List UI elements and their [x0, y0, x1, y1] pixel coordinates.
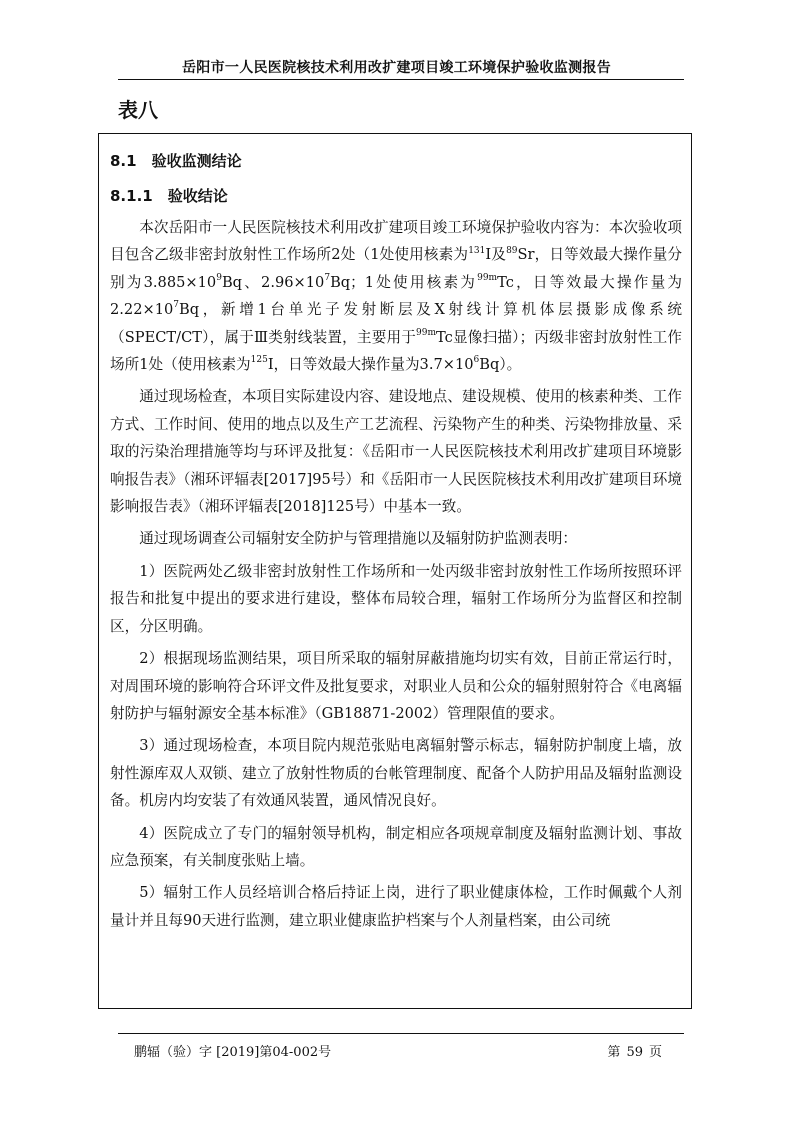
- text-run: Tc，日等效最大操作量为2.22×10: [110, 273, 683, 319]
- header-divider: [118, 79, 684, 80]
- paragraph-item-2: 2）根据现场监测结果，项目所采取的辐射屏蔽措施均切实有效，目前正常运行时，对周围环境的影响符合环评文件及批复要求，对职业人员和公众的辐射照射符合《电离辐射防护与辐射源安全基本标准》（GB18871-2002）管理限值的要求。: [110, 650, 682, 722]
- paragraph-scope: [110, 214, 682, 378]
- paragraph-item-1: 1）医院两处乙级非密封放射性工作场所和一处丙级非密封放射性工作场所按照环评报告和批复中提出的要求进行建设，整体布局较合理，辐射工作场所分为监督区和控制区，分区明确。: [110, 562, 682, 635]
- text-run: Bq）。: [479, 356, 522, 374]
- body-text: [110, 214, 682, 934]
- subsection-heading: 8.1.1 验收结论: [110, 187, 228, 205]
- page-number: 59: [626, 1045, 643, 1060]
- paragraph-item-4: 4）医院成立了专门的辐射领导机构，制定相应各项规章制度及辐射监测计划、事故应急预案，有关制度张贴上墙。: [110, 824, 682, 869]
- superscript: 9: [216, 272, 222, 283]
- superscript: 7: [173, 300, 180, 311]
- paragraph-item-3: 3）通过现场检查，本项目院内规范张贴电离辐射警示标志，辐射防护制度上墙，放射性源库双人双锁、建立了放射性物质的台帐管理制度、配备个人防护用品及辐射监测设备。机房内均安装了有效通风装置，通风情况良好。: [110, 737, 682, 810]
- document-number: 鹏辐（验）字 [2019]第04-002号: [134, 1045, 332, 1060]
- text-run: Tc显像扫描）；丙级非密封放射性工作场所1处（使用核素为: [110, 328, 682, 374]
- superscript: 6: [473, 355, 480, 366]
- table-label: 表八: [118, 98, 158, 122]
- superscript: 125: [250, 355, 268, 366]
- paragraph-site-check: 通过现场检查，本项目实际建设内容、建设地点、建设规模、使用的核素种类、工作方式、工作时间、使用的地点以及生产工艺流程、污染物产生的种类、污染物排放量、采取的污染治理措施等均与环评及批复：《岳阳市一人民医院核技术利用改扩建项目环境影响报告表》（湘环评辐表[2017]95号）和《岳阳市一人民医院核技术利用改扩建项目环境影响报告表》（湘环评辐表[2018]125号）中基本一致。: [110, 388, 682, 516]
- paragraph-item-5: 5）辐射工作人员经培训合格后持证上岗，进行了职业健康体检，工作时佩戴个人剂量计并且每90天进行监测，建立职业健康监护档案与个人剂量档案，由公司统: [110, 884, 682, 929]
- page-suffix: 页: [648, 1045, 662, 1060]
- footer-divider: [118, 1033, 684, 1034]
- page-prefix: 第: [607, 1045, 621, 1060]
- superscript: 99m: [416, 327, 437, 338]
- superscript: 99m: [477, 272, 498, 283]
- section-heading: 8.1 验收监测结论: [110, 152, 242, 170]
- text-run: Bq；1处使用核素为: [330, 273, 478, 291]
- superscript: 131: [468, 245, 486, 256]
- page-indicator: [604, 1041, 665, 1060]
- text-run: Bq、2.96×10: [221, 273, 325, 291]
- text-run: I，日等效最大操作量为3.7×10: [267, 356, 474, 374]
- text-run: Sr，日等效最大操作量分别为3.885×10: [110, 246, 683, 291]
- report-header-title: 岳阳市一人民医院核技术利用改扩建项目竣工环境保护验收监测报告: [182, 60, 611, 76]
- text-run: Bq，新增1台单光子发射断层及X射线计算机体层摄影成像系统（SPECT/CT），属于Ⅲ类射线装置，主要用于: [110, 301, 682, 346]
- superscript: 7: [324, 272, 331, 283]
- content-frame: [98, 133, 692, 1009]
- text-run: 本次岳阳市一人民医院核技术利用改扩建项目竣工环境保护验收内容为：本次验收项目包含乙级非密封放射性工作场所2处（1处使用核素为: [110, 219, 682, 264]
- superscript: 89: [506, 245, 518, 256]
- paragraph-survey-intro: 通过现场调查公司辐射安全防护与管理措施以及辐射防护监测表明：: [139, 530, 578, 548]
- text-run: I及: [485, 246, 507, 264]
